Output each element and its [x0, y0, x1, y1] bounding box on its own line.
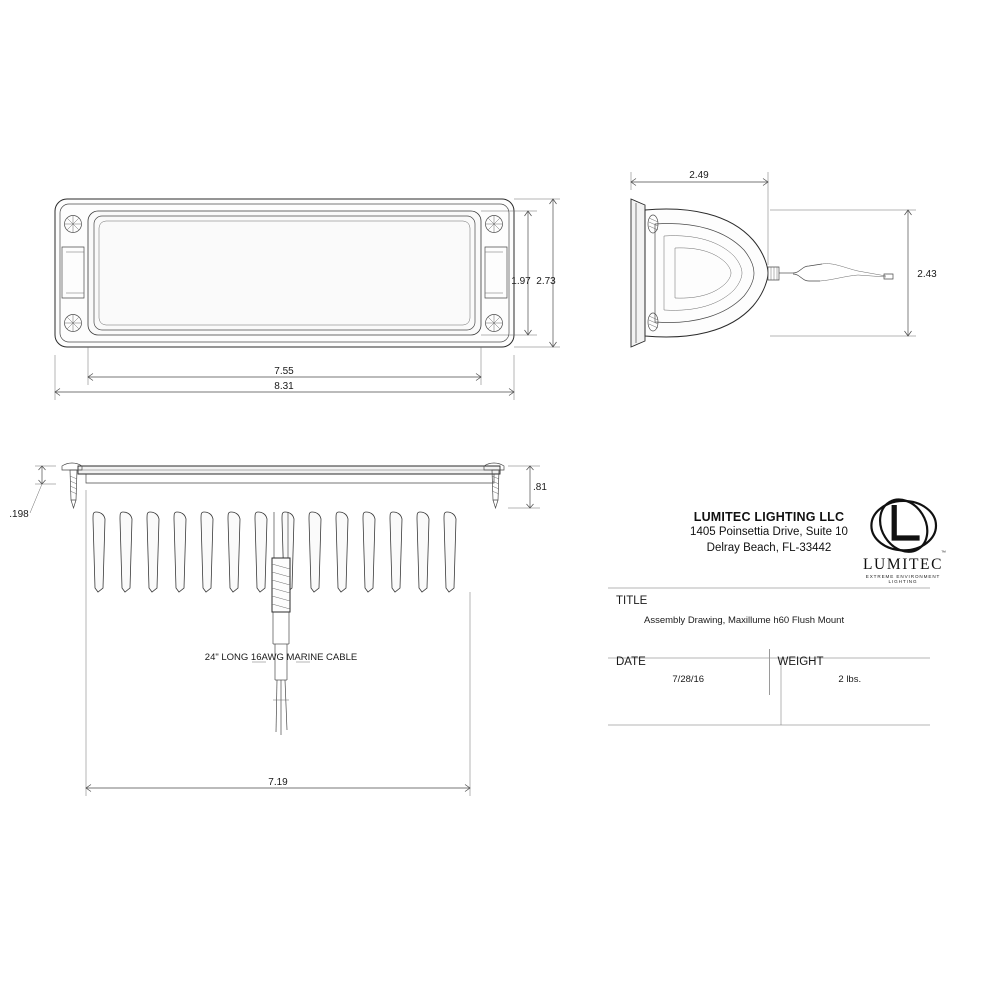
company-address-line1: 1405 Poinsettia Drive, Suite 10: [690, 526, 848, 538]
front-view: [55, 199, 560, 400]
title-field-value: Assembly Drawing, Maxillume h60 Flush Mount: [644, 615, 845, 626]
logo-tagline: EXTREME ENVIRONMENT LIGHTING: [865, 574, 941, 584]
section-view: [9, 463, 547, 796]
trademark-symbol: ™: [941, 550, 946, 556]
dim-flange-thickness: .198: [9, 509, 29, 520]
dim-height-inner: 1.97: [511, 276, 531, 287]
screw-bottom-right: [486, 315, 503, 332]
weight-field-value: 2 lbs.: [838, 674, 862, 685]
company-name: LUMITEC LIGHTING LLC: [693, 510, 845, 524]
dim-side-depth: 2.49: [689, 170, 709, 181]
date-field-label: DATE: [616, 656, 646, 668]
weight-field: [770, 649, 931, 695]
lumitec-logo: [855, 498, 951, 594]
weight-field-label: WEIGHT: [777, 656, 824, 668]
dim-side-height: 2.43: [917, 269, 937, 280]
mounting-stud-right: [484, 463, 504, 508]
dim-width-outer: 8.31: [274, 381, 294, 392]
dim-flange-height: .81: [533, 482, 547, 493]
date-field-value: 7/28/16: [672, 674, 705, 685]
dim-width-inner: 7.55: [274, 366, 294, 377]
dim-height-outer: 2.73: [536, 276, 556, 287]
dim-cutout-width: 7.19: [268, 777, 288, 788]
screw-top-left: [65, 216, 82, 233]
title-field-label: TITLE: [616, 595, 648, 607]
date-field: [608, 649, 770, 695]
cable-note: 24" LONG 16AWG MARINE CABLE: [204, 652, 358, 663]
company-address-line2: Delray Beach, FL-33442: [706, 542, 832, 554]
mounting-stud-left: [62, 463, 82, 508]
side-view: [631, 170, 937, 347]
screw-top-right: [486, 216, 503, 233]
screw-bottom-left: [65, 315, 82, 332]
logo-wordmark: LUMITEC: [862, 556, 944, 573]
date-weight-row: [608, 649, 930, 695]
